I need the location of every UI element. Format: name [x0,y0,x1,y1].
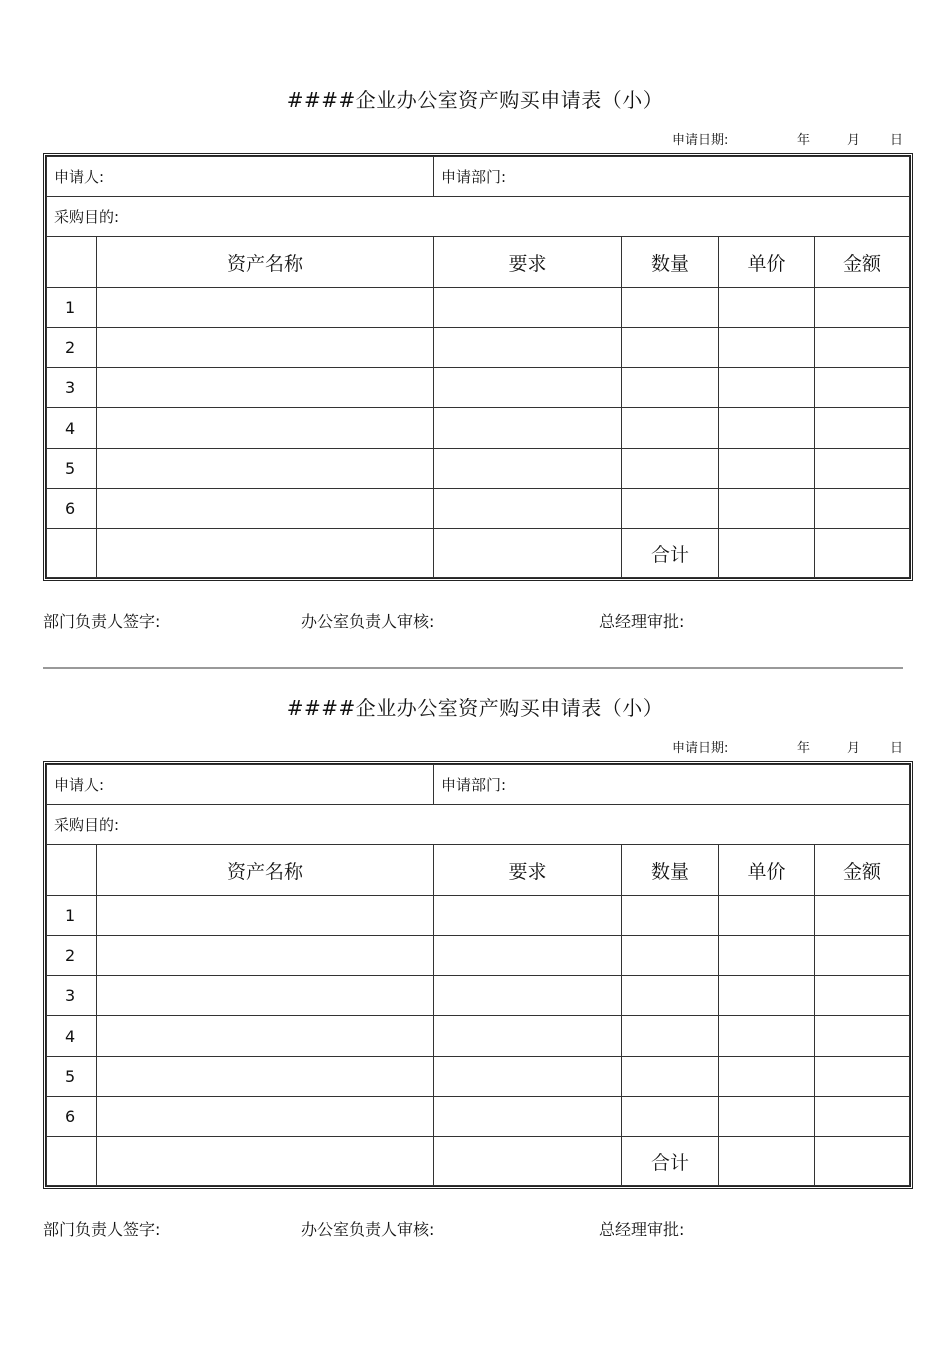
total-row [47,529,910,578]
table-row [47,408,910,449]
table-row [47,489,910,529]
asset-name-cell[interactable] [97,936,434,976]
row-number: 5 [47,449,97,489]
col-quantity: 数量 [622,845,719,896]
amount-cell[interactable] [815,896,910,936]
applicant-field[interactable]: 申请人: [47,765,434,805]
applicant-field[interactable]: 申请人: [47,157,434,197]
requirement-cell[interactable] [434,288,622,328]
quantity-cell[interactable] [622,1057,719,1097]
purpose-field[interactable]: 采购目的: [47,805,910,845]
quantity-cell[interactable] [622,976,719,1016]
gm-approval[interactable]: 总经理审批: [599,1220,685,1239]
amount-cell[interactable] [815,288,910,328]
row-number: 1 [47,288,97,328]
table-row [47,896,910,936]
amount-cell[interactable] [815,449,910,489]
dept-head-signature[interactable]: 部门负责人签字: [43,1220,161,1239]
row-number: 3 [47,976,97,1016]
total-blank-cell [434,1137,622,1186]
row-number: 3 [47,368,97,408]
table-row [47,449,910,489]
amount-cell[interactable] [815,408,910,449]
row-number: 1 [47,896,97,936]
total-blank-cell [434,529,622,578]
total-row [47,1137,910,1186]
unit-price-cell[interactable] [719,976,815,1016]
unit-price-cell[interactable] [719,408,815,449]
requirement-cell[interactable] [434,896,622,936]
quantity-cell[interactable] [622,896,719,936]
total-blank-cell [97,1137,434,1186]
requirement-cell[interactable] [434,1057,622,1097]
form-title: ####企业办公室资产购买申请表（小） [286,696,664,720]
total-blank-cell [47,529,97,578]
quantity-cell[interactable] [622,449,719,489]
row-number: 4 [47,408,97,449]
table-row [47,328,910,368]
index-header [47,237,97,288]
date-year: 年 [797,741,811,756]
office-head-review[interactable]: 办公室负责人审核: [301,612,435,631]
total-label: 合计 [622,1137,719,1186]
requirement-cell[interactable] [434,1016,622,1057]
row-number: 5 [47,1057,97,1097]
asset-name-cell[interactable] [97,408,434,449]
amount-cell[interactable] [815,489,910,529]
requirement-cell[interactable] [434,449,622,489]
dept-head-signature[interactable]: 部门负责人签字: [43,612,161,631]
table-row [47,1057,910,1097]
amount-cell[interactable] [815,368,910,408]
unit-price-cell[interactable] [719,1057,815,1097]
col-asset-name: 资产名称 [97,845,434,896]
index-header [47,845,97,896]
requirement-cell[interactable] [434,489,622,529]
unit-price-cell[interactable] [719,449,815,489]
amount-cell[interactable] [815,328,910,368]
application-date [0,735,950,755]
total-amount-cell[interactable] [815,529,910,578]
table-row [47,288,910,328]
quantity-cell[interactable] [622,1016,719,1057]
gm-approval[interactable]: 总经理审批: [599,612,685,631]
col-amount: 金额 [815,845,910,896]
form-title: ####企业办公室资产购买申请表（小） [286,88,664,112]
requirement-cell[interactable] [434,1097,622,1137]
total-amount-cell[interactable] [815,1137,910,1186]
asset-name-cell[interactable] [97,1016,434,1057]
date-label: 申请日期: [672,741,729,756]
purchase-table [43,153,913,581]
unit-price-cell[interactable] [719,489,815,529]
row-number: 6 [47,1097,97,1137]
total-blank-cell [97,529,434,578]
date-year: 年 [797,133,811,148]
col-requirement: 要求 [434,845,622,896]
asset-name-cell[interactable] [97,449,434,489]
asset-name-cell[interactable] [97,328,434,368]
col-amount: 金额 [815,237,910,288]
amount-cell[interactable] [815,1097,910,1137]
date-month: 月 [847,133,861,148]
col-requirement: 要求 [434,237,622,288]
unit-price-cell[interactable] [719,328,815,368]
asset-name-cell[interactable] [97,368,434,408]
table-row [47,1016,910,1057]
requirement-cell[interactable] [434,328,622,368]
asset-name-cell[interactable] [97,976,434,1016]
date-day: 日 [890,133,904,148]
office-head-review[interactable]: 办公室负责人审核: [301,1220,435,1239]
row-number: 2 [47,936,97,976]
asset-name-cell[interactable] [97,1057,434,1097]
unit-price-cell[interactable] [719,288,815,328]
date-month: 月 [847,741,861,756]
quantity-cell[interactable] [622,328,719,368]
unit-price-cell[interactable] [719,368,815,408]
col-unit-price: 单价 [719,237,815,288]
total-label: 合计 [622,529,719,578]
table-row [47,1097,910,1137]
date-label: 申请日期: [672,133,729,148]
unit-price-cell[interactable] [719,1016,815,1057]
quantity-cell[interactable] [622,489,719,529]
asset-name-cell[interactable] [97,489,434,529]
table-row [47,976,910,1016]
asset-name-cell[interactable] [97,1097,434,1137]
quantity-cell[interactable] [622,936,719,976]
total-unit-price-cell[interactable] [719,529,815,578]
unit-price-cell[interactable] [719,896,815,936]
date-day: 日 [890,741,904,756]
requirement-cell[interactable] [434,976,622,1016]
requirement-cell[interactable] [434,408,622,449]
table-row [47,368,910,408]
purchase-table [43,761,913,1189]
quantity-cell[interactable] [622,408,719,449]
purchase-form-1 [0,0,950,631]
requirement-cell[interactable] [434,936,622,976]
col-unit-price: 单价 [719,845,815,896]
purchase-form-2 [0,608,950,1239]
unit-price-cell[interactable] [719,1097,815,1137]
purpose-field[interactable]: 采购目的: [47,197,910,237]
asset-name-cell[interactable] [97,288,434,328]
quantity-cell[interactable] [622,368,719,408]
amount-cell[interactable] [815,1057,910,1097]
department-field[interactable]: 申请部门: [434,157,910,197]
department-field[interactable]: 申请部门: [434,765,910,805]
row-number: 6 [47,489,97,529]
table-row [47,936,910,976]
quantity-cell[interactable] [622,1097,719,1137]
row-number: 2 [47,328,97,368]
application-date [0,127,950,147]
unit-price-cell[interactable] [719,936,815,976]
amount-cell[interactable] [815,1016,910,1057]
requirement-cell[interactable] [434,368,622,408]
total-unit-price-cell[interactable] [719,1137,815,1186]
amount-cell[interactable] [815,936,910,976]
total-blank-cell [47,1137,97,1186]
quantity-cell[interactable] [622,288,719,328]
col-asset-name: 资产名称 [97,237,434,288]
asset-name-cell[interactable] [97,896,434,936]
amount-cell[interactable] [815,976,910,1016]
row-number: 4 [47,1016,97,1057]
col-quantity: 数量 [622,237,719,288]
